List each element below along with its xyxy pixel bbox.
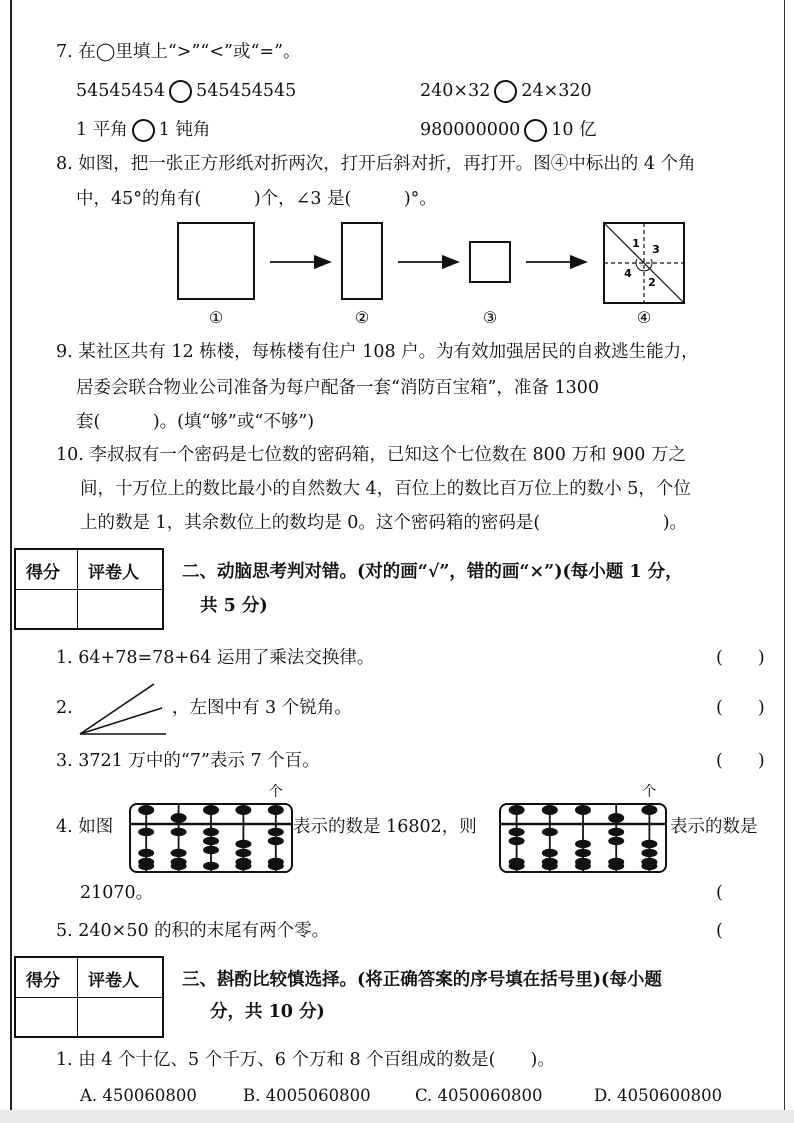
abacus-bead [235, 862, 251, 870]
folded-paper-3 [470, 242, 510, 282]
grader-input-cell[interactable] [82, 592, 160, 628]
section3-title-line2: 分，共 10 分) [210, 1002, 325, 1022]
judge-item-2-text: ，左图中有 3 个锐角。 [172, 698, 352, 718]
judge-answer-3[interactable]: ( ) [716, 751, 765, 771]
fig-label-2: ② [354, 308, 370, 327]
judge-answer-1[interactable]: ( ) [716, 648, 765, 668]
fig-label-4: ④ [636, 308, 652, 327]
abacus-bead [138, 862, 154, 870]
abacus-bead [575, 862, 591, 870]
page-right-edge [784, 0, 786, 1123]
abacus-bead [268, 805, 284, 815]
compare-circle-blank[interactable] [132, 119, 155, 142]
abacus-bead [203, 862, 219, 870]
score-label: 得分 [26, 971, 60, 991]
section2-title-line1: 二、动脑思考判对错。(对的画“√”，错的画“×”)(每小题 1 分， [182, 562, 683, 582]
judge-answer-4[interactable]: ( [716, 883, 723, 903]
angle-label-4: 4 [624, 267, 632, 280]
q7-compare-b [420, 79, 592, 103]
abacus-bead [542, 862, 558, 870]
option-c[interactable]: C. 4050060800 [415, 1086, 543, 1105]
abacus-bead [575, 840, 591, 848]
q7-stem-text: 7. 在◯里填上“>”“<”或“=”。 [56, 42, 301, 62]
abacus-bead [641, 840, 657, 848]
abacus-bead [509, 837, 525, 845]
score-table-2 [14, 548, 164, 630]
judge-item-4-post: 表示的数是 [670, 817, 758, 837]
q8-line1: 8. 如图，把一张正方形纸对折两次，打开后斜对折，再打开。图④中标出的 4 个角 [56, 154, 696, 174]
abacus-bead [171, 813, 187, 823]
option-d[interactable]: D. 4050600800 [594, 1086, 723, 1105]
grader-label: 评卷人 [88, 563, 139, 583]
q8-line2: 中，45°的角有( )个，∠3 是( )°。 [76, 189, 437, 209]
abacus-bead [268, 862, 284, 870]
abacus-bead [542, 805, 558, 815]
abacus-figure-1 [128, 782, 294, 874]
ones-place-mark: 个 [268, 784, 283, 800]
section3-title-line1: 三、斟酌比较慎选择。(将正确答案的序号填在括号里)(每小题 [182, 970, 662, 990]
q7-stem [56, 40, 301, 64]
abacus-bead [203, 846, 219, 854]
angle-label-2: 2 [648, 276, 656, 289]
q9-line3: 套( )。(填“够”或“不够”) [76, 412, 315, 432]
abacus-bead [641, 805, 657, 815]
q7-c-right: 1 钝角 [158, 120, 211, 140]
abacus-bead [608, 813, 624, 823]
option-b[interactable]: B. 4005060800 [243, 1086, 371, 1105]
abacus-bead [268, 837, 284, 845]
judge-item-4-mid: 表示的数是 16802，则 [293, 817, 477, 837]
judge-item-1: 1. 64+78=78+64 运用了乘法交换律。 [56, 648, 375, 668]
score-input-cell[interactable] [18, 1000, 74, 1036]
judge-item-3: 3. 3721 万中的“7”表示 7 个百。 [56, 751, 320, 771]
abacus-bead [138, 849, 154, 857]
abacus-bead [575, 849, 591, 857]
judge-item-5: 5. 240×50 的积的末尾有两个零。 [56, 921, 330, 941]
angle-label-1: 1 [632, 237, 640, 250]
q10-line2: 间，十万位上的数比最小的自然数大 4，百位上的数比百万位上的数小 5，个位 [80, 479, 691, 499]
paper-folding-figure [170, 215, 700, 330]
abacus-bead [509, 828, 525, 836]
section2-title-line2: 共 5 分) [200, 596, 268, 616]
unfolded-paper-4 [604, 223, 684, 303]
ones-place-mark: 个 [642, 784, 657, 800]
abacus-bead [171, 828, 187, 836]
abacus-bead [608, 862, 624, 870]
compare-circle-blank[interactable] [494, 80, 517, 103]
option-a[interactable]: A. 450060800 [80, 1086, 197, 1105]
abacus-bead [235, 849, 251, 857]
score-table-3 [14, 956, 164, 1038]
grader-input-cell[interactable] [82, 1000, 160, 1036]
angle-label-3: 3 [652, 243, 660, 256]
judge-item-4-start: 4. 如图 [56, 817, 114, 837]
choice-q1: 1. 由 4 个十亿、5 个千万、6 个万和 8 个百组成的数是( )。 [56, 1050, 555, 1070]
abacus-bead [608, 837, 624, 845]
q9-line1: 9. 某社区共有 12 栋楼，每栋楼有住户 108 户。为有效加强居民的自救逃生能力， [56, 342, 699, 362]
q9-line2: 居委会联合物业公司准备为每户配备一套“消防百宝箱”，准备 1300 [76, 378, 599, 398]
figure-labels [209, 308, 651, 327]
score-label: 得分 [26, 563, 60, 583]
judge-item-4-cont: 21070。 [80, 883, 154, 903]
abacus-bead [641, 849, 657, 857]
page-left-edge [10, 0, 12, 1123]
q7-compare-a [76, 79, 296, 103]
grader-label: 评卷人 [88, 971, 139, 991]
q7-a-right: 545454545 [196, 81, 297, 101]
fig-label-1: ① [208, 308, 224, 327]
abacus-bead [608, 828, 624, 836]
q10-line3: 上的数是 1，其余数位上的数均是 0。这个密码箱的密码是( )。 [80, 513, 688, 533]
folded-paper-2 [342, 223, 382, 299]
abacus-bead [575, 805, 591, 815]
abacus-bead [203, 837, 219, 845]
abacus-bead [509, 862, 525, 870]
abacus-bead [235, 805, 251, 815]
compare-circle-blank[interactable] [169, 80, 192, 103]
q7-d-left: 980000000 [420, 120, 521, 140]
page-bottom-edge [0, 1110, 794, 1123]
q7-d-right: 10 亿 [551, 120, 597, 140]
abacus-bead [203, 805, 219, 815]
abacus-bead [138, 828, 154, 836]
abacus-bead [641, 862, 657, 870]
q7-compare-d [420, 118, 597, 142]
abacus-bead [171, 862, 187, 870]
q7-b-left: 240×32 [420, 81, 491, 101]
abacus-bead [509, 805, 525, 815]
abacus-bead [542, 828, 558, 836]
judge-answer-2[interactable]: ( ) [716, 698, 765, 718]
compare-circle-blank[interactable] [524, 119, 547, 142]
q7-b-right: 24×320 [521, 81, 592, 101]
judge-answer-5[interactable]: ( [716, 921, 723, 941]
q7-c-left: 1 平角 [76, 120, 128, 140]
abacus-figure-2 [498, 782, 668, 874]
judge-item-2-num: 2. [56, 698, 73, 718]
fig-label-3: ③ [482, 308, 498, 327]
q10-line1: 10. 李叔叔有一个密码是七位数的密码箱，已知这个七位数在 800 万和 900 万之 [56, 445, 686, 465]
abacus-bead [138, 805, 154, 815]
square-paper-1 [178, 223, 254, 299]
q7-compare-c [76, 118, 210, 142]
abacus-bead [171, 849, 187, 857]
score-input-cell[interactable] [18, 592, 74, 628]
q7-a-left: 54545454 [76, 81, 166, 101]
three-rays-figure [76, 678, 168, 738]
abacus-bead [542, 849, 558, 857]
abacus-bead [268, 828, 284, 836]
abacus-bead [203, 828, 219, 836]
abacus-bead [235, 840, 251, 848]
